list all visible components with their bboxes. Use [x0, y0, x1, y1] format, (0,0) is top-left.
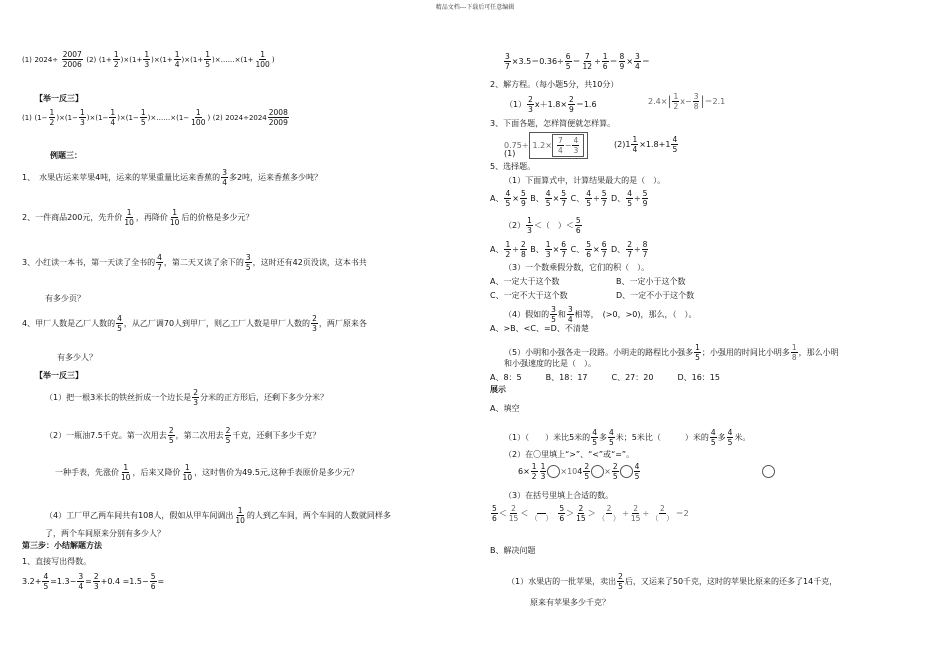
fraction: $\frac{5}{6}$ — [150, 572, 156, 591]
fill-3-title: （3）在括号里填上合适的数。 — [504, 491, 614, 500]
fraction: $\frac{1}{3}$ — [144, 50, 150, 69]
fraction: $\frac{1}{2}$ — [673, 92, 679, 111]
practice-3: 一种手表，先涨价 $\frac{1}{10}$ ，后来又降价 $\frac{1}{10}$ ，这时售价为49.5元,这种手表原价是多少元？ — [55, 463, 359, 482]
show-heading: 展示 — [490, 385, 506, 394]
choice-3-opt-b: B、一定小于这个数 — [616, 277, 686, 286]
question-4: 4、甲厂人数是乙厂人数的 $\frac{4}{5}$ ，从乙厂调70人到甲厂，则乙工厂人数是甲厂人数的 $\frac{2}{3}$ ，两厂原来各 — [22, 314, 367, 333]
section-5-title: 5、选择题。 — [490, 162, 536, 171]
compare-circle[interactable] — [591, 465, 604, 478]
compare-circle[interactable] — [620, 465, 633, 478]
fraction: $\frac{3}{4}$ — [635, 52, 640, 71]
choice-4: （4）假如的 $\frac{3}{5}$ 和 $\frac{3}{4}$ 相等， (>0，>0)，那么，（ ）。 — [504, 305, 697, 324]
fraction: $\frac{3}{7}$ — [505, 52, 510, 71]
choice-5-options: A、8：5 B、18：17 C、27：20 D、16：15 — [490, 373, 720, 382]
fraction: $\frac{4}{5}$ — [117, 314, 122, 333]
fraction: $\frac{1}{10}$ — [124, 208, 134, 227]
choice-2-options: A、 $\frac{1}{2}$ ÷ $\frac{2}{8}$ B、 $\frac{1}{3}$ × $\frac{6}{7}$ C、 $\frac{5}{6}$ × $\frac{6}{7}$ D、 $\frac{2}{7}$ ÷ $\frac{8}{7}$ — [490, 240, 648, 259]
fraction: $\frac{1}{4}$ — [174, 50, 180, 69]
practice-4: （4）工厂甲乙两车间共有108人，假如从甲车间调出 $\frac{1}{10}$ 的人到乙车间，两个车间的人数就同样多 — [45, 506, 391, 525]
section-heading: 【举一反三】 — [35, 94, 83, 103]
fraction: $\frac{1}{10}$ — [235, 506, 245, 525]
fraction: $\frac{1}{6}$ — [602, 52, 608, 71]
compare-circle[interactable] — [547, 465, 560, 478]
choice-5-cont: 和小强速度的比是（ ）。 — [504, 359, 596, 368]
compare-circle[interactable] — [762, 465, 775, 478]
direct-calc-title: 1、直接写出得数。 — [22, 557, 92, 566]
fraction: $\frac{1}{4}$ — [110, 108, 116, 127]
fill-blank-title: A、填空 — [490, 404, 520, 413]
practice-4-cont: 了，两个车间原来分别有多少人？ — [45, 529, 165, 538]
section-3-title: 3、下面各题，怎样简便就怎样算。 — [490, 119, 616, 128]
fraction: $\frac{3}{4}$ — [78, 572, 84, 591]
choice-3-opt-d: D、一定不小于这个数 — [616, 291, 695, 300]
fraction: $\frac{1}{10}$ — [169, 208, 180, 227]
fraction: $\frac{6}{5}$ — [565, 52, 571, 71]
fraction: $\frac{4}{5}$ — [672, 135, 678, 154]
fraction: $\frac{1}{100}$ — [255, 50, 270, 69]
fraction: $\frac{3}{5}$ — [245, 253, 251, 272]
solve-title: B、解决问题 — [490, 546, 536, 555]
choice-1: （1）下面算式中，计算结果最大的是（ ）。 — [504, 176, 666, 185]
simplify-1: 0.75÷ 1.2× $\frac{7}{4}$ − $\frac{4}{3}$ — [504, 132, 588, 159]
fraction: $\frac{2}{9}$ — [569, 95, 574, 114]
fraction: $\frac{4}{7}$ — [157, 253, 162, 272]
fraction: $\frac{7}{4}$ — [557, 136, 563, 155]
fraction: $\frac{7}{12}$ — [582, 52, 593, 71]
equation-2: 2.4×| $\frac{1}{2}$ x− $\frac{3}{8}$ |＝2.1 — [648, 92, 726, 111]
fraction: $\frac{2008}{2009}$ — [268, 108, 288, 127]
fill-3-expr: $\frac{5}{6}$ ＜ $\frac{2}{15}$ ＜ （ ） $\frac{5}{6}$ ＞ $\frac{2}{15}$ ＞ 2 （ ） ÷ $\frac{2}{15}$ ÷ 2 （ ） ＝2 — [492, 504, 689, 523]
fraction: $\frac{1}{2}$ — [49, 108, 55, 127]
equation-1: （1） $\frac{2}{3}$ x＋1.8× $\frac{2}{9}$ ＝1.6 — [505, 95, 597, 114]
choice-5: （5）小明和小强各走一段路。小明走的路程比小强多 $\frac{1}{5}$ ；小强用的时间比小明多 $\frac{1}{8}$ ，那么小明 — [504, 343, 839, 362]
practice-1: （1）把一根3米长的铁丝折成一个边长是 $\frac{2}{3}$ 分米的正方形后，还剩下多少分米？ — [45, 388, 328, 407]
fraction: $\frac{1}{2}$ — [113, 50, 119, 69]
fraction: $\frac{8}{9}$ — [619, 52, 625, 71]
fraction: $\frac{2}{3}$ — [193, 388, 198, 407]
solve-1-cont: 原来有苹果多少千克？ — [530, 598, 610, 607]
step-heading: 第三步：小结解题方法 — [22, 541, 102, 550]
example-heading: 例题三： — [50, 151, 82, 160]
choice-1-options: A、 $\frac{4}{5}$ × $\frac{5}{9}$ B、 $\frac{4}{5}$ × $\frac{5}{7}$ C、 $\frac{4}{5}$ ÷ $\frac{5}{7}$ D、 $\frac{4}{5}$ ÷ $\frac{5}{9}$ — [490, 189, 648, 208]
choice-3-opt-a: A、一定大于这个数 — [490, 277, 560, 286]
fraction: $\frac{2}{5}$ — [168, 426, 174, 445]
fraction: $\frac{1}{100}$ — [191, 108, 206, 127]
fraction: $\frac{3}{4}$ — [222, 168, 227, 187]
calc-line-1: (1) 2024÷ $\frac{2007}{2006}$ (2) (1+ $\frac{1}{2}$ )×(1+ $\frac{1}{3}$ )×(1+ $\frac{1}{4}$ )×(1+ $\frac{1}{5}$ )×……×(1+ $\frac{1}{100}$ ) — [22, 50, 275, 69]
question-3: 3、小红读一本书，第一天读了全书的 $\frac{4}{7}$ ，第二天又读了余下的 $\frac{3}{5}$ ，这时还有42页没读，这本书共 — [22, 253, 367, 272]
fraction: $\frac{1}{10}$ — [182, 463, 193, 482]
fraction: $\frac{2}{3}$ — [93, 572, 99, 591]
choice-3-opt-c: C、一定不大于这个数 — [490, 291, 568, 300]
simplify-1-label: (1) — [504, 149, 516, 158]
solve-1: （1）水果店的一批苹果，卖出 $\frac{2}{5}$ 后，又运来了50千克，这时的苹果比原来的还多了14千克， — [507, 572, 838, 591]
fill-1: （1）（ ）米比5米的 $\frac{4}{5}$ 多 $\frac{4}{5}$ 米；5米比（ ）米的 $\frac{4}{5}$ 多 $\frac{4}{5}$ 米。 — [504, 428, 751, 447]
question-4-cont: 有多少人？ — [57, 353, 97, 362]
fraction: $\frac{1}{10}$ — [121, 463, 131, 482]
choice-4-options: A、>B、<C、=D、不清楚 — [490, 324, 589, 333]
direct-calc-line: 3.2+ $\frac{4}{5}$ =1.3− $\frac{3}{4}$ = $\frac{2}{3}$ +0.4 =1.5− $\frac{5}{6}$ = — [22, 572, 165, 591]
fraction: $\frac{2}{5}$ — [225, 426, 231, 445]
fraction: $\frac{2}{3}$ — [528, 95, 533, 114]
fraction: $\frac{1}{4}$ — [632, 135, 638, 154]
calc-line-2: (1) (1− $\frac{1}{2}$ )×(1− $\frac{1}{3}$ )×(1− $\frac{1}{4}$ )×(1− $\frac{1}{5}$ )×……×(1− $\frac{1}{100}$ ) (2) 2024÷2024 $\frac{2008}{2009}$ — [22, 108, 288, 127]
question-1: 1、 水果店运来苹果4吨，运来的苹果重量比运来香蕉的 $\frac{3}{4}$ 多2吨，运来香蕉多少吨？ — [22, 168, 323, 187]
fraction: $\frac{2}{3}$ — [312, 314, 317, 333]
fill-2-expr: 6× $\frac{1}{2}$ $\frac{1}{3}$ ×104 $\frac{2}{5}$ × $\frac{2}{5}$ $\frac{4}{5}$ — [518, 462, 775, 481]
choice-2: （2） $\frac{1}{3}$ ＜（ ）＜ $\frac{5}{6}$ — [504, 216, 581, 235]
fill-2-title: （2）在〇里填上“>”、“<”或“=”。 — [504, 450, 635, 459]
page-header: 精品文档---下载后可任意编辑 — [435, 4, 515, 11]
calc-line-r1: $\frac{3}{7}$ ×3.5＝0.36÷ $\frac{6}{5}$ ＝ $\frac{7}{12}$ ÷ $\frac{1}{6}$ ＝ $\frac{8}{9}$ × $\frac{3}{4}$ ＝ — [505, 52, 650, 71]
choice-3: （3）一个数乘假分数，它们的积（ ）。 — [504, 263, 650, 272]
question-3-cont: 有多少页？ — [45, 294, 85, 303]
fraction: $\frac{1}{5}$ — [140, 108, 146, 127]
question-2: 2、一件商品200元，先升价 $\frac{1}{10}$ ，再降价 $\frac{1}{10}$ 后的价格是多少元？ — [22, 208, 254, 227]
practice-2: （2）一瓶油7.5千克。第一次用去 $\frac{2}{5}$ ，第二次用去 $\frac{2}{5}$ 千克，还剩下多少千克？ — [45, 426, 321, 445]
fraction: $\frac{4}{3}$ — [573, 136, 579, 155]
section-2-title: 2、解方程。（每小题5分，共10分） — [490, 80, 619, 89]
fraction: $\frac{1}{5}$ — [205, 50, 210, 69]
simplify-2: (2)1 $\frac{1}{4}$ ×1.8+1 $\frac{4}{5}$ — [614, 135, 678, 154]
fraction: $\frac{4}{5}$ — [43, 572, 49, 591]
fraction: $\frac{3}{8}$ — [693, 92, 699, 111]
section-heading: 【举一反三】 — [35, 371, 83, 380]
fraction: $\frac{2007}{2006}$ — [62, 50, 82, 69]
fraction: $\frac{1}{3}$ — [79, 108, 85, 127]
